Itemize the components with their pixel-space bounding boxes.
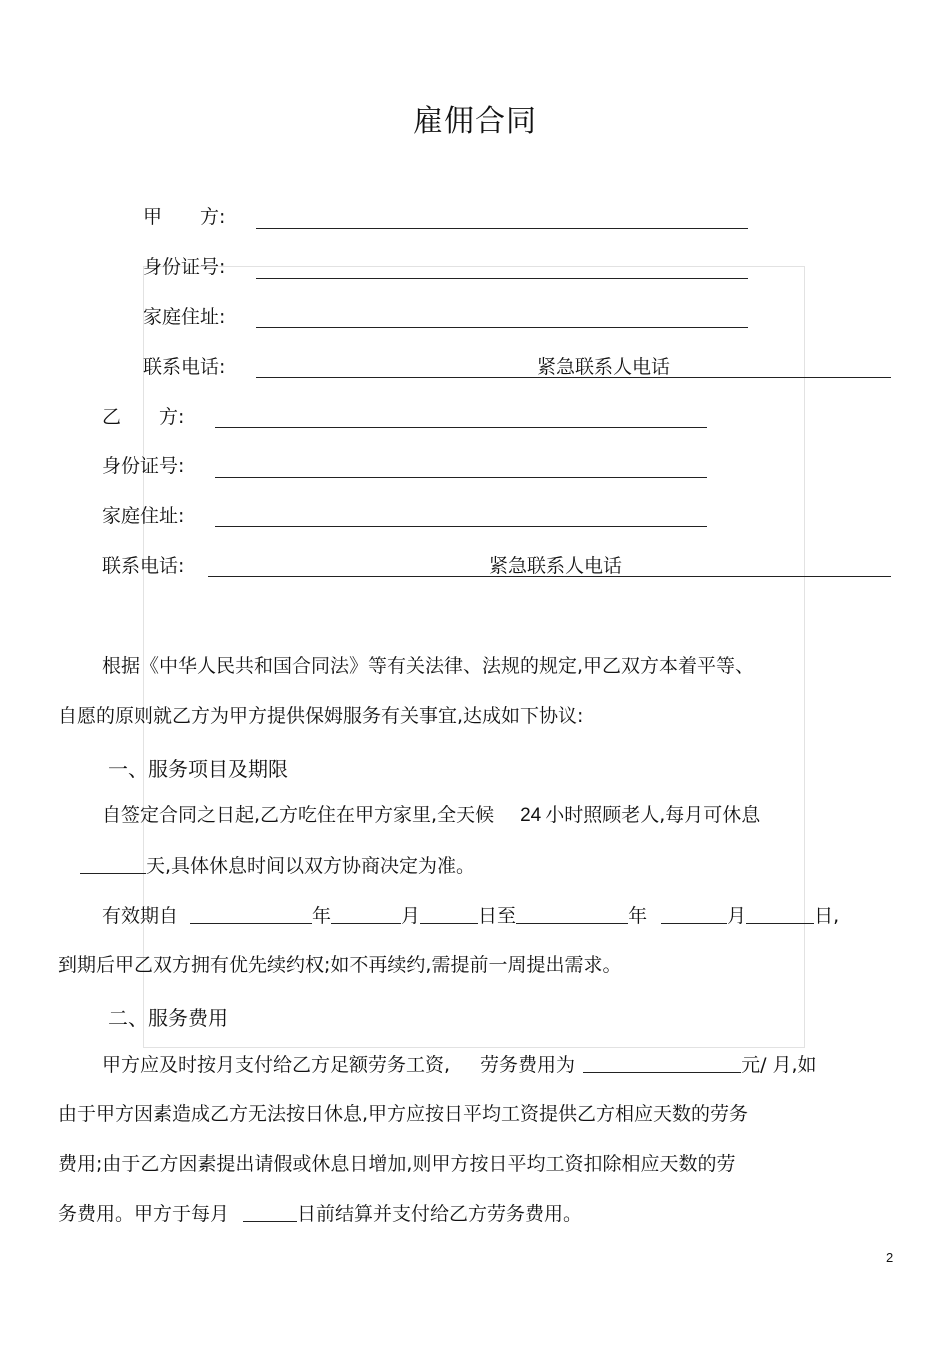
hours-value: 24 xyxy=(520,805,542,826)
start-month-field[interactable] xyxy=(331,903,401,924)
party-a-name-label: 甲 方: xyxy=(143,206,226,228)
party-b-emergency-label: 紧急联系人电话 xyxy=(489,555,623,577)
start-year-field[interactable] xyxy=(190,903,312,924)
party-a-emergency-label: 紧急联系人电话 xyxy=(537,356,671,378)
page-number: 2 xyxy=(886,1250,894,1265)
section-2-paragraph-3: 费用;由于乙方因素提出请假或休息日增加,则甲方按日平均工资扣除相应天数的劳 xyxy=(58,1153,736,1175)
document-title: 雇佣合同 xyxy=(413,104,537,139)
end-day-unit: 日, xyxy=(814,905,840,927)
section-2-p4-text-a: 务费用。甲方于每月 xyxy=(58,1203,230,1225)
party-a-address-label: 家庭住址: xyxy=(143,306,226,328)
party-a-address-field[interactable] xyxy=(256,327,748,328)
section-2-p1-text-c: 元/ 月,如 xyxy=(741,1054,817,1076)
start-year-unit: 年 xyxy=(312,905,332,927)
section-2-paragraph-2: 由于甲方因素造成乙方无法按日休息,甲方应按日平均工资提供乙方相应天数的劳务 xyxy=(58,1103,749,1125)
rest-days-field[interactable] xyxy=(80,853,146,874)
party-a-name-field[interactable] xyxy=(256,228,748,229)
party-b-address-label: 家庭住址: xyxy=(102,505,185,527)
party-b-id-field[interactable] xyxy=(215,477,707,478)
party-a-phone-label: 联系电话: xyxy=(143,356,226,378)
party-b-phone-label: 联系电话: xyxy=(102,555,185,577)
party-b-id-label: 身份证号: xyxy=(102,455,185,477)
section-2-p1-text-b: 劳务费用为 xyxy=(480,1054,576,1076)
validity-prefix: 有效期自 xyxy=(102,905,179,927)
validity-line xyxy=(102,903,839,928)
renewal-text: 到期后甲乙双方拥有优先续约权;如不再续约,需提前一周提出需求。 xyxy=(58,954,622,976)
start-day-field[interactable] xyxy=(420,903,478,924)
section-2-heading: 二、服务费用 xyxy=(108,1006,228,1030)
section-1-p1-text-b: 小时照顾老人,每月可休息 xyxy=(545,804,761,826)
end-day-field[interactable] xyxy=(746,903,814,924)
section-1-p1-text-a: 自签定合同之日起,乙方吃住在甲方家里,全天候 xyxy=(102,804,495,826)
monthly-fee-field[interactable] xyxy=(583,1052,741,1073)
party-a-id-label: 身份证号: xyxy=(143,256,226,278)
end-month-unit: 月 xyxy=(727,905,747,927)
end-year-field[interactable] xyxy=(516,903,628,924)
intro-line-2: 自愿的原则就乙方为甲方提供保姆服务有关事宜,达成如下协议: xyxy=(58,705,584,727)
end-year-unit: 年 xyxy=(628,905,648,927)
party-b-name-field[interactable] xyxy=(215,427,707,428)
settlement-day-field[interactable] xyxy=(243,1201,297,1222)
section-2-paragraph-4 xyxy=(58,1201,582,1226)
party-b-address-field[interactable] xyxy=(215,526,707,527)
section-1-heading: 一、服务项目及期限 xyxy=(108,757,288,781)
start-month-unit: 月 xyxy=(401,905,421,927)
intro-line-1: 根据《中华人民共和国合同法》等有关法律、法规的规定,甲乙双方本着平等、 xyxy=(102,655,755,677)
start-day-unit: 日至 xyxy=(478,905,517,927)
section-2-p4-text-b: 日前结算并支付给乙方劳务费用。 xyxy=(297,1203,583,1225)
section-1-paragraph-2 xyxy=(80,853,475,878)
party-a-id-field[interactable] xyxy=(256,278,748,279)
section-2-p1-text-a: 甲方应及时按月支付给乙方足额劳务工资, xyxy=(102,1054,451,1076)
end-month-field[interactable] xyxy=(661,903,727,924)
section-1-paragraph-1 xyxy=(102,803,760,828)
section-1-p2-text: 天,具体休息时间以双方协商决定为准。 xyxy=(146,855,476,877)
section-2-paragraph-1 xyxy=(102,1052,817,1077)
party-b-name-label: 乙 方: xyxy=(102,406,185,428)
